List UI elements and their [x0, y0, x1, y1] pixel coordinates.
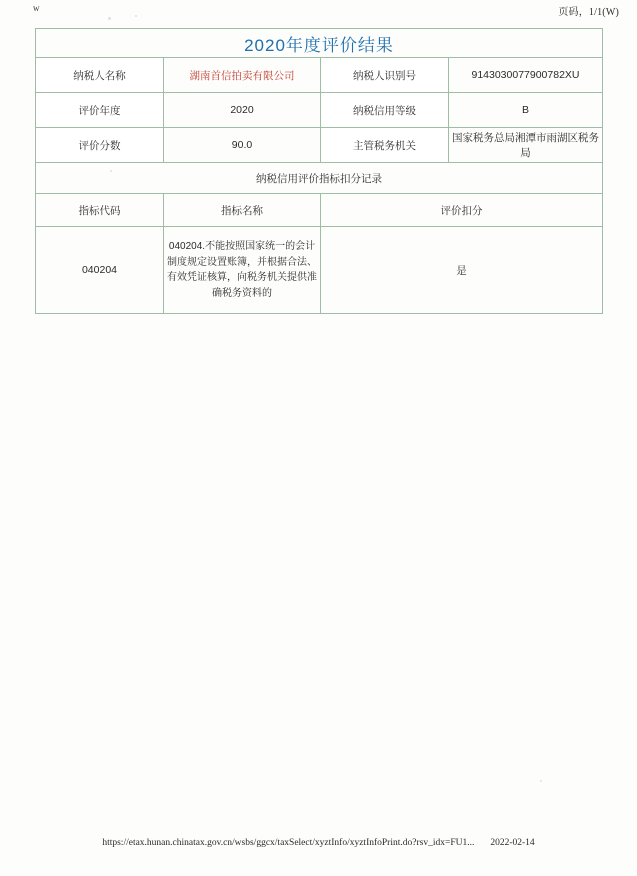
scan-speck [108, 17, 111, 20]
column-header-indicator-name: 指标名称 [164, 194, 321, 227]
table-row-title [36, 29, 603, 58]
print-footer [0, 838, 637, 848]
column-header-deduction-score: 评价扣分 [321, 194, 603, 227]
column-header-indicator-code: 指标代码 [36, 194, 164, 227]
scan-speck [110, 170, 112, 172]
page-title: 2020年度评价结果 [36, 29, 603, 58]
value-taxpayer-id: 9143030077900782XU [449, 58, 603, 93]
scan-speck [540, 780, 542, 782]
value-taxpayer-name: 湖南首信拍卖有限公司 [164, 58, 321, 93]
table-row [36, 58, 603, 93]
print-header [0, 0, 637, 22]
label-taxpayer-name: 纳税人名称 [36, 58, 164, 93]
section-title-deduction-record: 纳税信用评价指标扣分记录 [36, 163, 603, 194]
footer-url: https://etax.hunan.chinatax.gov.cn/wsbs/ggcx/taxSelect/xyztInfo/xyztInfoPrint.do?rsv_idx=FU1... [102, 838, 475, 848]
page-indicator: 页码，1/1(W) [558, 7, 619, 18]
cell-indicator-name: 040204.不能按照国家统一的会计制度规定设置账簿，并根据合法、有效凭证核算，向税务机关提供准确税务资料的 [164, 227, 321, 314]
label-credit-level: 纳税信用等级 [321, 93, 449, 128]
cell-deduction-score: 是 [321, 227, 603, 314]
table-row [36, 227, 603, 314]
table-row-header [36, 194, 603, 227]
footer-date: 2022-02-14 [490, 838, 535, 848]
label-evaluation-score: 评价分数 [36, 128, 164, 163]
scan-speck [135, 15, 137, 17]
header-left-mark: w [33, 3, 40, 13]
table-row-section [36, 163, 603, 194]
label-taxpayer-id: 纳税人识别号 [321, 58, 449, 93]
table-row [36, 128, 603, 163]
table-row [36, 93, 603, 128]
cell-indicator-code: 040204 [36, 227, 164, 314]
evaluation-result-table [35, 28, 603, 314]
value-evaluation-year: 2020 [164, 93, 321, 128]
label-evaluation-year: 评价年度 [36, 93, 164, 128]
value-tax-authority: 国家税务总局湘潭市雨湖区税务局 [449, 128, 603, 163]
value-credit-level: B [449, 93, 603, 128]
value-evaluation-score: 90.0 [164, 128, 321, 163]
label-tax-authority: 主管税务机关 [321, 128, 449, 163]
